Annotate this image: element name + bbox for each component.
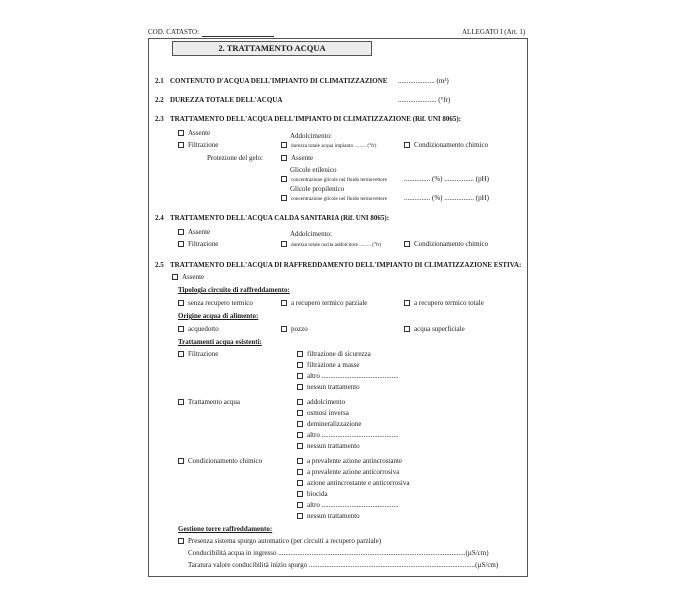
- trattamenti-heading: Trattamenti acqua esistenti:: [178, 338, 262, 346]
- taratura-field[interactable]: Taratura valore conducibilità inizio spurgo ...............................................................................................(µS/cm): [188, 561, 499, 569]
- tipologia-option[interactable]: senza recupero termico: [178, 299, 253, 307]
- condizionamento-sub-option[interactable]: altro ............................................: [297, 501, 399, 509]
- s23-durezza-impianto-option[interactable]: durezza totale acqua impianto ......... (°fr): [281, 142, 376, 149]
- s24-assente-option[interactable]: Assente: [178, 228, 210, 236]
- checkbox[interactable]: [297, 458, 303, 464]
- checkbox[interactable]: [178, 241, 184, 247]
- checkbox[interactable]: [178, 130, 184, 136]
- checkbox[interactable]: [297, 384, 303, 390]
- origine-option[interactable]: pozzo: [281, 325, 308, 333]
- origine-heading: Origine acqua di alimento:: [178, 312, 259, 320]
- filtrazione-sub-option[interactable]: filtrazione di sicurezza: [297, 350, 371, 358]
- s23-glicole-etilenico-label: Glicole etilenico: [290, 166, 337, 174]
- s23-propilenico-perc[interactable]: ............... (%) ................. (pH): [404, 194, 489, 202]
- s25-condizionamento-option[interactable]: Condizionamento chimico: [178, 457, 262, 465]
- trattamento-sub-option[interactable]: altro ............................................: [297, 431, 399, 439]
- conducibilita-field[interactable]: Conducibilità acqua in ingresso ...........................................................................................................(µS/cm): [188, 549, 489, 557]
- condizionamento-sub-option[interactable]: a prevalente azione anticorrosiva: [297, 468, 399, 476]
- checkbox[interactable]: [297, 432, 303, 438]
- s24-condizionamento-option[interactable]: Condizionamento chimico: [404, 240, 488, 248]
- tipologia-option[interactable]: a recupero termico totale: [404, 299, 484, 307]
- section-2-4-num: 2.4: [155, 214, 164, 222]
- s23-condizionamento-option[interactable]: Condizionamento chimico: [404, 141, 488, 149]
- checkbox[interactable]: [404, 241, 410, 247]
- checkbox[interactable]: [297, 399, 303, 405]
- checkbox[interactable]: [297, 491, 303, 497]
- checkbox[interactable]: [281, 241, 287, 247]
- checkbox[interactable]: [178, 351, 184, 357]
- trattamento-sub-option[interactable]: osmosi inversa: [297, 409, 349, 417]
- checkbox[interactable]: [178, 538, 184, 544]
- checkbox[interactable]: [281, 195, 287, 201]
- s23-filtrazione-option[interactable]: Filtrazione: [178, 141, 218, 149]
- section-2-1-unit[interactable]: ..................... (m³): [398, 77, 449, 85]
- spurgo-option[interactable]: Presenza sistema spurgo automatico (per circuiti a recupero parziale): [178, 537, 381, 545]
- s23-assente-option[interactable]: Assente: [178, 129, 210, 137]
- section-2-5-title: TRATTAMENTO DELL'ACQUA DI RAFFREDDAMENTO DELL'IMPIANTO DI CLIMATIZZAZIONE ESTIVA:: [170, 261, 522, 269]
- checkbox[interactable]: [404, 300, 410, 306]
- s23-glicole-propilenico-label: Glicole propilenico: [290, 185, 345, 193]
- checkbox[interactable]: [404, 142, 410, 148]
- section-title: 2. TRATTAMENTO ACQUA: [172, 41, 372, 56]
- checkbox[interactable]: [178, 399, 184, 405]
- checkbox[interactable]: [297, 513, 303, 519]
- section-2-5-num: 2.5: [155, 261, 164, 269]
- allegato-label: ALLEGATO I (Art. 1): [462, 28, 526, 36]
- section-2-2-num: 2.2: [155, 96, 164, 104]
- checkbox[interactable]: [281, 142, 287, 148]
- s23-etilenico-concentrazione-option[interactable]: concentrazione glicole nel fluido termovettore: [281, 176, 387, 183]
- s24-durezza-uscita-option[interactable]: durezza totale uscita addolcitore ......... (°fr): [281, 241, 381, 248]
- filtrazione-sub-option[interactable]: filtrazione a masse: [297, 361, 359, 369]
- s25-trattamento-acqua-option[interactable]: Trattamento acqua: [178, 398, 240, 406]
- checkbox[interactable]: [178, 229, 184, 235]
- gestione-heading: Gestione torre raffreddamento:: [178, 525, 273, 533]
- checkbox[interactable]: [297, 373, 303, 379]
- cod-catasto-label: COD. CATASTO:: [148, 28, 200, 36]
- checkbox[interactable]: [281, 326, 287, 332]
- checkbox[interactable]: [172, 274, 178, 280]
- cod-catasto-field[interactable]: [202, 36, 274, 37]
- filtrazione-sub-option[interactable]: altro ............................................: [297, 372, 399, 380]
- s25-assente-option[interactable]: Assente: [172, 273, 204, 281]
- s24-addolcimento-label: Addolcimento:: [290, 230, 332, 238]
- section-2-3-num: 2.3: [155, 115, 164, 123]
- checkbox[interactable]: [178, 326, 184, 332]
- checkbox[interactable]: [178, 142, 184, 148]
- section-2-3-title: TRATTAMENTO DELL'ACQUA DELL'IMPIANTO DI CLIMATIZZAZIONE (Rif. UNI 8065):: [170, 115, 462, 123]
- checkbox[interactable]: [281, 155, 287, 161]
- tipologia-option[interactable]: a recupero termico parziale: [281, 299, 367, 307]
- checkbox[interactable]: [404, 326, 410, 332]
- checkbox[interactable]: [297, 351, 303, 357]
- checkbox[interactable]: [281, 176, 287, 182]
- s23-gelo-assente-option[interactable]: Assente: [281, 154, 313, 162]
- section-2-2-title: DUREZZA TOTALE DELL'ACQUA: [170, 96, 283, 104]
- origine-option[interactable]: acquedotto: [178, 325, 219, 333]
- checkbox[interactable]: [297, 480, 303, 486]
- s23-etilenico-perc[interactable]: ............... (%) ................. (pH): [404, 175, 489, 183]
- checkbox[interactable]: [178, 300, 184, 306]
- condizionamento-sub-option[interactable]: a prevalente azione antincrostante: [297, 457, 402, 465]
- section-2-1-title: CONTENUTO D'ACQUA DELL'IMPIANTO DI CLIMATIZZAZIONE: [170, 77, 388, 85]
- checkbox[interactable]: [297, 421, 303, 427]
- s23-protezione-gelo-label: Protezione del gelo:: [207, 154, 263, 162]
- section-2-4-title: TRATTAMENTO DELL'ACQUA CALDA SANITARIA (Rif. UNI 8065):: [170, 214, 390, 222]
- checkbox[interactable]: [178, 458, 184, 464]
- checkbox[interactable]: [297, 362, 303, 368]
- trattamento-sub-option[interactable]: addolcimento: [297, 398, 345, 406]
- s25-filtrazione-option[interactable]: Filtrazione: [178, 350, 218, 358]
- trattamento-sub-option[interactable]: nessun trattamento: [297, 442, 360, 450]
- s23-propilenico-concentrazione-option[interactable]: concentrazione glicole nel fluido termovettore: [281, 195, 387, 202]
- condizionamento-sub-option[interactable]: nessun trattamento: [297, 512, 360, 520]
- checkbox[interactable]: [297, 443, 303, 449]
- section-2-2-unit[interactable]: ...................... (°fr): [398, 96, 451, 104]
- s23-addolcimento-label: Addolcimento:: [290, 132, 332, 140]
- tipologia-heading: Tipologia circuito di raffreddamento:: [178, 286, 290, 294]
- s24-filtrazione-option[interactable]: Filtrazione: [178, 240, 218, 248]
- filtrazione-sub-option[interactable]: nessun trattamento: [297, 383, 360, 391]
- checkbox[interactable]: [297, 502, 303, 508]
- trattamento-sub-option[interactable]: demineralizzazione: [297, 420, 361, 428]
- section-2-1-num: 2.1: [155, 77, 164, 85]
- condizionamento-sub-option[interactable]: biocida: [297, 490, 328, 498]
- checkbox[interactable]: [281, 300, 287, 306]
- condizionamento-sub-option[interactable]: azione antincrostante e anticorrosiva: [297, 479, 409, 487]
- checkbox[interactable]: [297, 469, 303, 475]
- checkbox[interactable]: [297, 410, 303, 416]
- origine-option[interactable]: acqua superficiale: [404, 325, 465, 333]
